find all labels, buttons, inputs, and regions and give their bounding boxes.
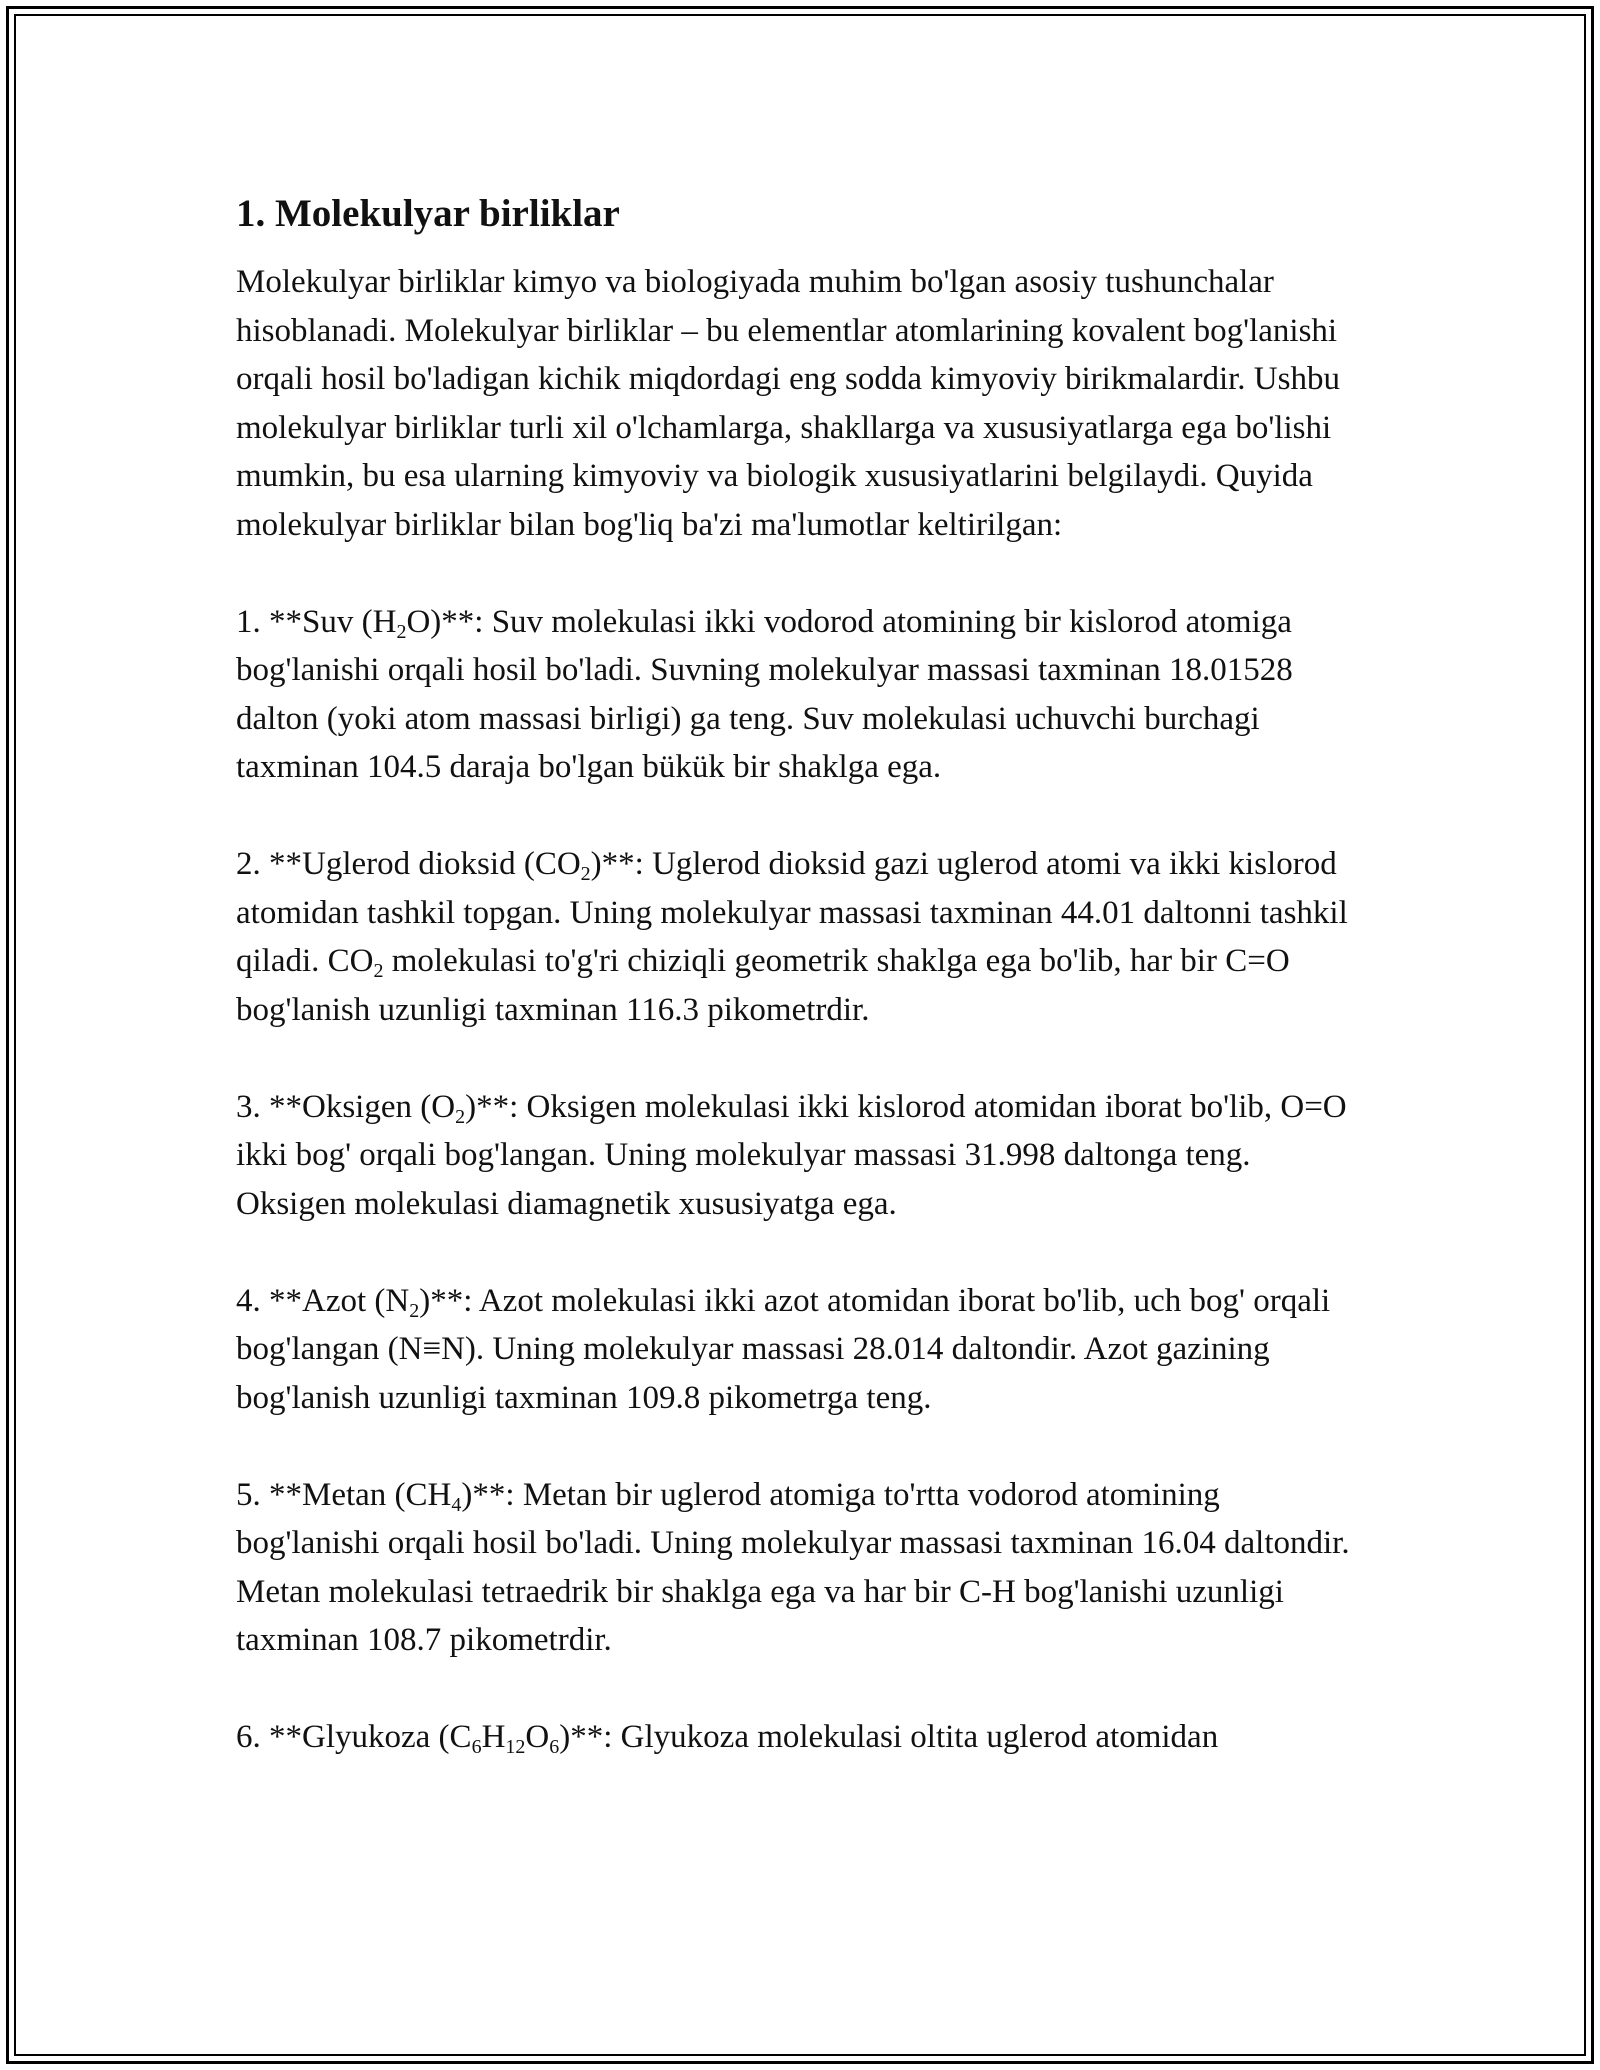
item-name-close: )**: — [461, 1476, 515, 1513]
item-name-close: )**: — [559, 1719, 613, 1755]
item-number: 1. — [236, 603, 261, 640]
chemical-formula: $N_2$ — [385, 1282, 420, 1322]
item-number: 2. — [236, 846, 261, 882]
item-number: 4. — [236, 1282, 261, 1319]
item-name: **Suv ( — [269, 603, 373, 640]
list-item-methane — [236, 1471, 1366, 1665]
item-description: Metan bir uglerod atomiga to'rtta vodorod atomining bog'lanishi orqali hosil bo'ladi. Uning molekulyar massasi taxminan 16.04 daltondir. Metan molekulasi tetraedrik bir shaklga ega va har bir C-H bog'lanishi uzunligi taxminan 108.7 pikometrdir. — [236, 1476, 1350, 1658]
item-number: 3. — [236, 1088, 261, 1125]
chemical-formula: $CO_2$ — [534, 846, 591, 885]
document-body — [236, 190, 1366, 1810]
item-description: Azot molekulasi ikki azot atomidan iborat bo'lib, uch bog' orqali bog'langan (N≡N). Uning molekulyar massasi 28.014 daltondir. Azot gazining bog'lanish uzunligi taxminan 109.8 pikometrga teng. — [236, 1282, 1331, 1416]
chemical-formula: $CH_4$ — [405, 1476, 462, 1516]
item-name: **Oksigen ( — [269, 1088, 432, 1125]
intro-paragraph: Molekulyar birliklar kimyo va biologiyada muhim bo'lgan asosiy tushunchalar hisoblanadi. Molekulyar birliklar – bu elementlar atomlarining kovalent bog'lanishi orqali hosil bo'ladigan kichik miqdordagi eng sodda kimyoviy birikmalardir. Ushbu molekulyar birliklar turli xil o'lchamlarga, shakllarga va xususiyatlarga ega bo'lishi mumkin, bu esa ularning kimyoviy va biologik xususiyatlarini belgilaydi. Quyida molekulyar birliklar bilan bog'liq ba'zi ma'lumotlar keltirilgan: — [236, 264, 1340, 543]
list-item-nitrogen — [236, 1277, 1366, 1423]
list-item-carbon-dioxide — [236, 840, 1366, 1034]
item-name: **Glyukoza ( — [269, 1719, 450, 1755]
item-name-close: )**: — [419, 1282, 473, 1319]
list-item-water — [236, 598, 1366, 792]
chemical-formula: $O_2$ — [431, 1088, 466, 1128]
item-name-close: )**: — [430, 603, 484, 640]
item-description: Suv molekulasi ikki vodorod atomining bir kislorod atomiga bog'lanishi orqali hosil bo'ladi. Suvning molekulyar massasi taxminan 18.01528 dalton (yoki atom massasi birligi) ga teng. Suv molekulasi uchuvchi burchagi taxminan 104.5 daraja bo'lgan bükük bir shaklga ega. — [236, 603, 1293, 785]
list-item-glucose — [236, 1713, 1366, 1762]
item-name: **Azot ( — [269, 1282, 386, 1319]
item-number: 5. — [236, 1476, 261, 1513]
list-item-oxygen — [236, 1083, 1366, 1229]
chemical-formula: $C_6H_{12}O_6$ — [449, 1719, 560, 1758]
chemical-formula: $CO_2$ — [327, 943, 384, 982]
item-name-close: )**: — [590, 846, 644, 882]
item-description: Oksigen molekulasi ikki kislorod atomidan iborat bo'lib, O=O ikki bog' orqali bog'langan. Uning molekulyar massasi 31.998 daltonga teng. Oksigen molekulasi diamagnetik xususiyatga ega. — [236, 1088, 1347, 1222]
chemical-formula: $H_2O$ — [372, 603, 431, 643]
item-name: **Uglerod dioksid ( — [269, 846, 535, 882]
item-name: **Metan ( — [269, 1476, 406, 1513]
item-name-close: )**: — [465, 1088, 519, 1125]
item-number: 6. — [236, 1719, 261, 1755]
item-description: Glyukoza molekulasi oltita uglerod atomidan — [620, 1719, 1219, 1755]
section-heading: 1. Molekulyar birliklar — [236, 192, 620, 235]
item-description: Uglerod dioksid gazi uglerod atomi va ikki kislorod atomidan tashkil topgan. Uning molekulyar massasi taxminan 44.01 daltonni tashkil qiladi. — [236, 846, 1348, 979]
item-description: molekulasi to'g'ri chiziqli geometrik shaklga ega bo'lib, har bir C=O bog'lanish uzunligi taxminan 116.3 pikometrdir. — [236, 943, 1290, 1028]
